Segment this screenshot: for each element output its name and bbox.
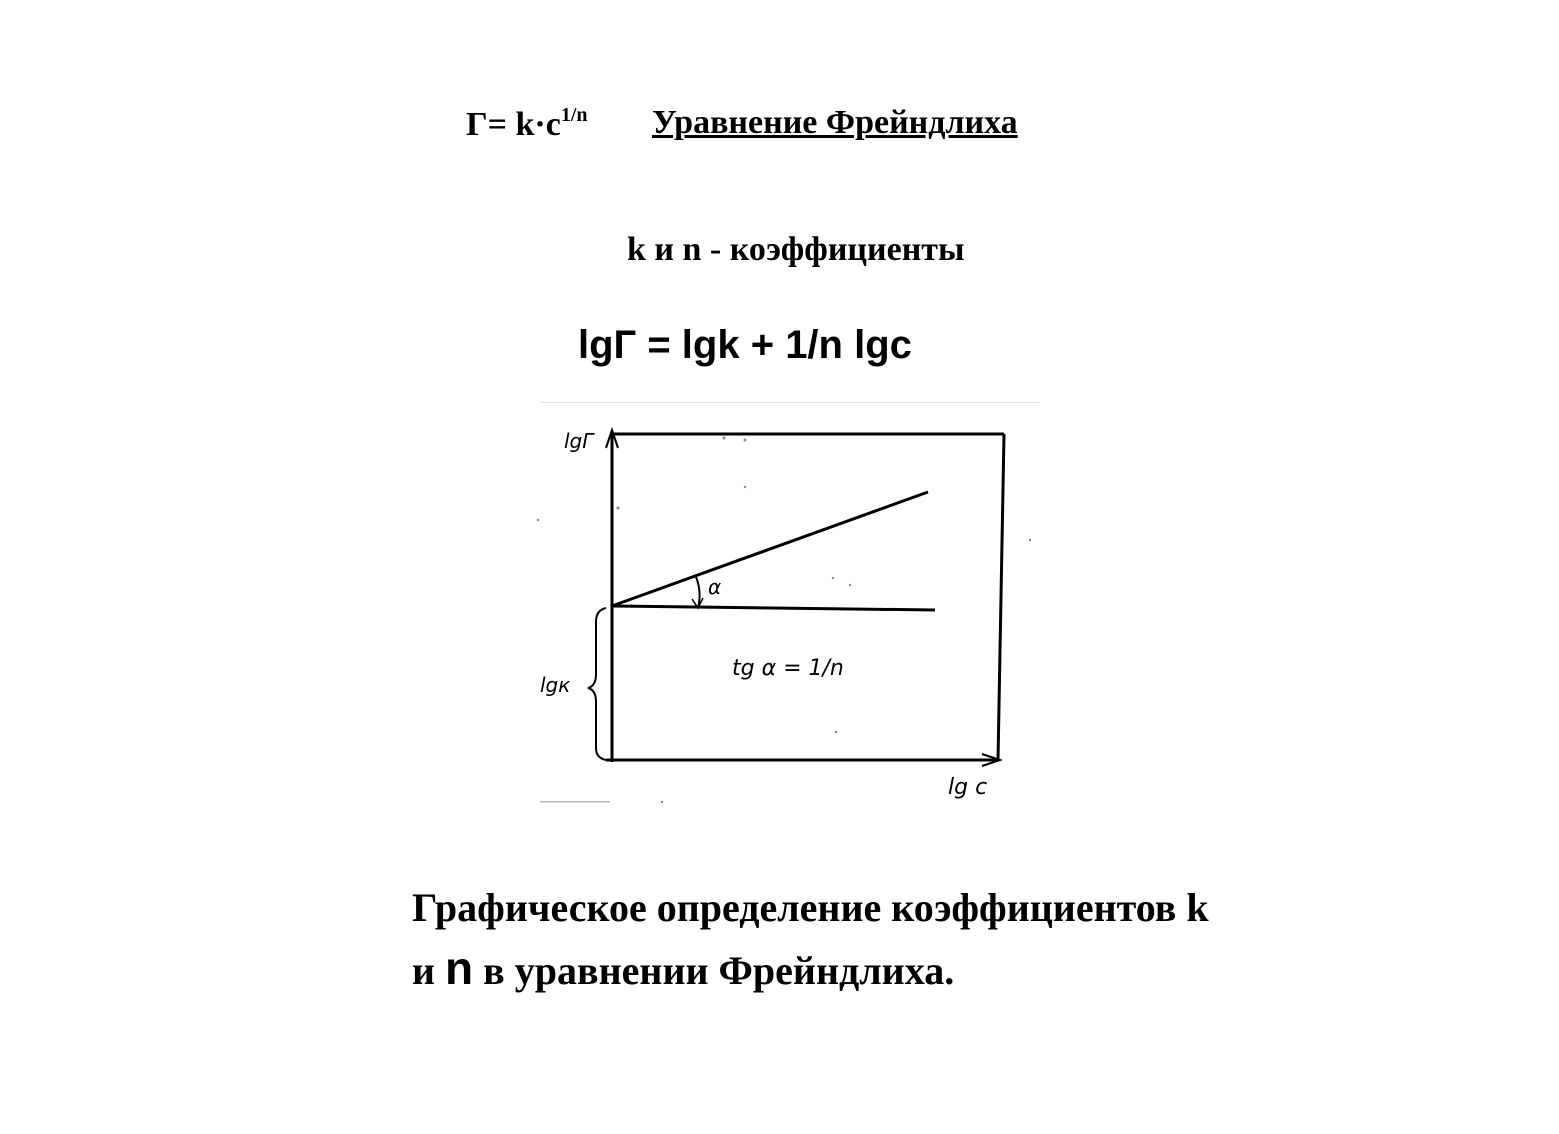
caption-line-2-rest: в уравнении Фрейндлиха. [483,948,955,993]
equation-exponent: 1/n [560,104,588,126]
slope-label: tg α = 1/n [732,656,844,681]
equation-title: Уравнение Фрейндлиха [652,104,1018,141]
equation-lhs: Г= k·c [466,106,561,143]
caption-n-symbol: n [445,942,474,994]
caption-line-2-prefix: и [412,948,436,993]
x-axis-label: lg c [948,775,988,800]
caption [412,878,1332,1001]
freundlich-graph [520,390,1060,820]
caption-line-2 [412,938,1332,1001]
angle-arc [696,577,700,608]
horizontal-reference-line [612,606,935,610]
intercept-label: lgк [540,673,571,697]
coefficients-note: k и n - коэффициенты [627,231,965,268]
isotherm-line [612,492,928,606]
y-axis-label: lgГ [564,429,594,453]
frame-right [998,434,1004,760]
freundlich-equation [466,104,588,144]
caption-line-1: Графическое определение коэффициентов k [412,885,1209,930]
angle-label: α [708,575,722,599]
intercept-brace [588,608,606,760]
log-equation: lgГ = lgk + 1/n lgc [578,323,912,367]
